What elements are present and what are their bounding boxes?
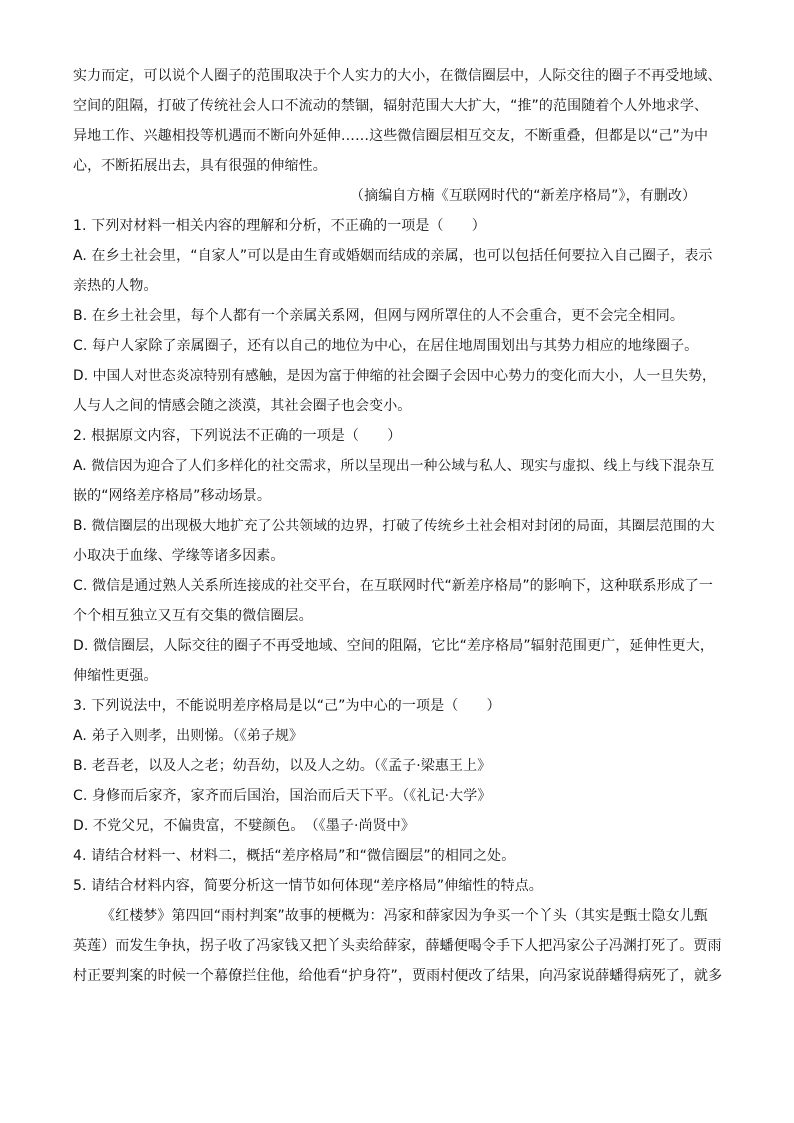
question-3-option-c: C. 身修而后家齐，家齐而后国治，国治而后天下平。（《礼记·大学》	[73, 788, 492, 804]
passage-line-2: 空间的阻隔，打破了传统社会人口不流动的禁锢，辐射范围大大扩大，“推”的范围随着个人外地求学、	[73, 98, 709, 114]
question-3-option-a: A. 弟子入则孝，出则悌。（《弟子规》	[73, 728, 304, 744]
question-2-option-a-line-2: 嵌的“网络差序格局”移动场景。	[73, 488, 272, 504]
question-2-option-b-line-1: B. 微信圈层的出现极大地扩充了公共领域的边界，打破了传统乡土社会相对封闭的局面，其圈层范围的大	[73, 518, 715, 534]
question-2-option-b-line-2: 小取决于血缘、学缘等诸多因素。	[73, 548, 285, 564]
question-1-stem: 1. 下列对材料一相关内容的理解和分析，不正确的一项是（ ）	[73, 218, 486, 234]
question-2-option-d-line-2: 伸缩性更强。	[73, 668, 158, 684]
story-line-2: 英莲）而发生争执，拐子收了冯家钱又把丫头卖给薛家，薛蟠便喝令手下人把冯家公子冯渊打死了。贾雨	[73, 938, 722, 954]
question-3-stem: 3. 下列说法中，不能说明差序格局是以“己”为中心的一项是（ ）	[73, 698, 501, 714]
story-line-3: 村正要判案的时候一个幕僚拦住他，给他看“护身符”，贾雨村便改了结果，向冯家说薛蟠得病死了，就多	[73, 968, 723, 984]
question-1-option-d-line-2: 人与人之间的情感会随之淡漠，其社会圈子也会变小。	[73, 398, 412, 414]
question-3-option-b: B. 老吾老，以及人之老；幼吾幼，以及人之幼。（《孟子·梁惠王上》	[73, 758, 492, 774]
question-1-option-b: B. 在乡土社会里，每个人都有一个亲属关系网，但网与网所罩住的人不会重合，更不会完全相同。	[73, 308, 685, 324]
question-2-option-a-line-1: A. 微信因为迎合了人们多样化的社交需求，所以呈现出一种公域与私人、现实与虚拟、线上与线下混杂互	[73, 458, 715, 474]
story-line-1: 《红楼梦》第四回“雨村判案”故事的梗概为：冯家和薛家因为争买一个丫头（其实是甄士隐女儿甄	[101, 908, 708, 924]
question-1-option-a-line-2: 亲热的人物。	[73, 278, 158, 294]
source-note: （摘编自方楠《互联网时代的“新差序格局”》，有删改）	[350, 188, 697, 204]
question-4: 4. 请结合材料一、材料二，概括“差序格局”和“微信圈层”的相同之处。	[73, 848, 516, 864]
question-5: 5. 请结合材料内容，简要分析这一情节如何体现“差序格局”伸缩性的特点。	[73, 878, 543, 894]
passage-line-4: 心，不断拓展出去，具有很强的伸缩性。	[73, 158, 327, 174]
question-1-option-d-line-1: D. 中国人对世态炎凉特别有感触，是因为富于伸缩的社会圈子会因中心势力的变化而大小，人一旦失势，	[73, 368, 716, 384]
question-1-option-a-line-1: A. 在乡土社会里，“自家人”可以是由生育或婚姻而结成的亲属，也可以包括任何要拉入自己圈子，表示	[73, 248, 713, 264]
question-2-stem: 2. 根据原文内容，下列说法不正确的一项是（ ）	[73, 428, 402, 444]
question-3-option-d: D. 不党父兄，不偏贵富，不嬖颜色。 （《墨子·尚贤中》	[73, 818, 415, 834]
question-2-option-d-line-1: D. 微信圈层，人际交往的圈子不再受地域、空间的阻隔，它比“差序格局”辐射范围更广，延伸性更大，	[73, 638, 714, 654]
passage-line-1: 实力而定，可以说个人圈子的范围取决于个人实力的大小，在微信圈层中，人际交往的圈子不再受地域、	[73, 68, 722, 84]
question-2-option-c-line-1: C. 微信是通过熟人关系所连接成的社交平台，在互联网时代“新差序格局”的影响下，这种联系形成了一	[73, 578, 713, 594]
question-2-option-c-line-2: 个个相互独立又互有交集的微信圈层。	[73, 608, 313, 624]
passage-line-3: 异地工作、兴趣相投等机遇而不断向外延伸……这些微信圈层相互交友，不断重叠，但都是以“己”为中	[73, 128, 709, 144]
question-1-option-c: C. 每户人家除了亲属圈子，还有以自己的地位为中心，在居住地周围划出与其势力相应的地缘圈子。	[73, 338, 699, 354]
